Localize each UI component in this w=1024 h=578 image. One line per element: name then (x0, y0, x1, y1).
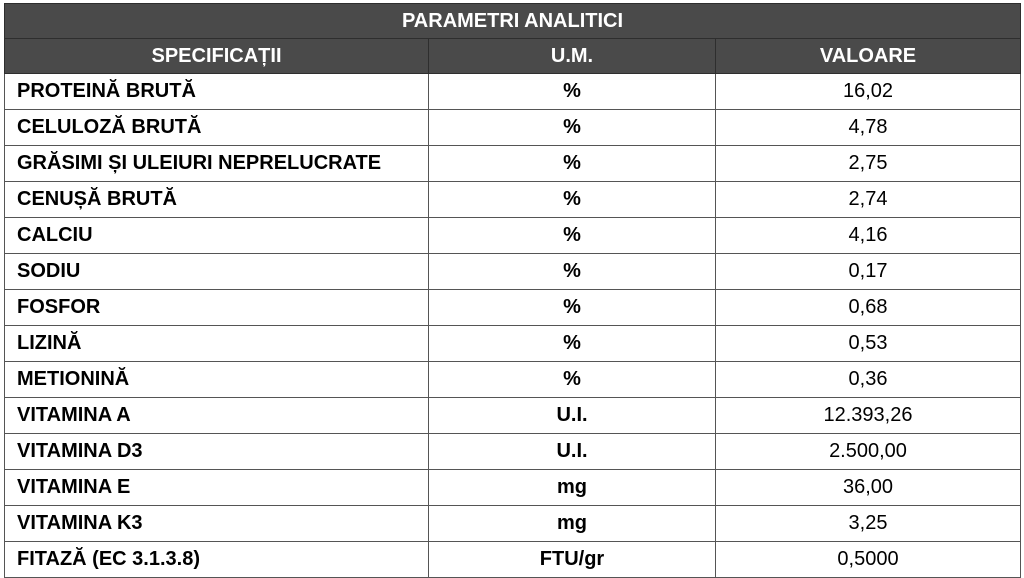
unit-cell: mg (429, 506, 716, 542)
unit-cell: % (429, 74, 716, 110)
specification-cell: FOSFOR (5, 290, 429, 326)
table-row (5, 470, 1021, 506)
specification-cell: LIZINĂ (5, 326, 429, 362)
column-header-specifications: SPECIFICAȚII (5, 39, 429, 74)
specification-cell: METIONINĂ (5, 362, 429, 398)
specification-cell: PROTEINĂ BRUTĂ (5, 74, 429, 110)
table-header-row (5, 39, 1021, 74)
unit-cell: U.I. (429, 434, 716, 470)
table-row (5, 326, 1021, 362)
value-cell: 0,17 (716, 254, 1021, 290)
table-row (5, 254, 1021, 290)
table-row (5, 542, 1021, 578)
table-row (5, 398, 1021, 434)
value-cell: 12.393,26 (716, 398, 1021, 434)
specification-cell: GRĂSIMI ȘI ULEIURI NEPRELUCRATE (5, 146, 429, 182)
specification-cell: SODIU (5, 254, 429, 290)
column-header-value: VALOARE (716, 39, 1021, 74)
analytic-parameters-table (4, 3, 1021, 578)
specification-cell: CELULOZĂ BRUTĂ (5, 110, 429, 146)
table-row (5, 290, 1021, 326)
table-row (5, 146, 1021, 182)
table-row (5, 218, 1021, 254)
unit-cell: % (429, 326, 716, 362)
specification-cell: VITAMINA A (5, 398, 429, 434)
analytic-parameters-table-wrap (4, 3, 1020, 571)
table-row (5, 434, 1021, 470)
value-cell: 3,25 (716, 506, 1021, 542)
unit-cell: mg (429, 470, 716, 506)
unit-cell: % (429, 110, 716, 146)
unit-cell: U.I. (429, 398, 716, 434)
table-row (5, 182, 1021, 218)
table-title-row (5, 4, 1021, 39)
table-row (5, 74, 1021, 110)
table-title: PARAMETRI ANALITICI (5, 4, 1021, 39)
value-cell: 2,74 (716, 182, 1021, 218)
table-row (5, 110, 1021, 146)
value-cell: 2.500,00 (716, 434, 1021, 470)
unit-cell: % (429, 362, 716, 398)
value-cell: 0,5000 (716, 542, 1021, 578)
value-cell: 2,75 (716, 146, 1021, 182)
specification-cell: CENUȘĂ BRUTĂ (5, 182, 429, 218)
table-row (5, 362, 1021, 398)
value-cell: 0,36 (716, 362, 1021, 398)
unit-cell: % (429, 182, 716, 218)
unit-cell: % (429, 290, 716, 326)
value-cell: 0,53 (716, 326, 1021, 362)
specification-cell: VITAMINA K3 (5, 506, 429, 542)
value-cell: 4,16 (716, 218, 1021, 254)
value-cell: 36,00 (716, 470, 1021, 506)
specification-cell: CALCIU (5, 218, 429, 254)
value-cell: 0,68 (716, 290, 1021, 326)
unit-cell: % (429, 254, 716, 290)
specification-cell: VITAMINA D3 (5, 434, 429, 470)
unit-cell: FTU/gr (429, 542, 716, 578)
column-header-unit: U.M. (429, 39, 716, 74)
unit-cell: % (429, 146, 716, 182)
value-cell: 16,02 (716, 74, 1021, 110)
specification-cell: FITAZĂ (EC 3.1.3.8) (5, 542, 429, 578)
table-row (5, 506, 1021, 542)
value-cell: 4,78 (716, 110, 1021, 146)
unit-cell: % (429, 218, 716, 254)
specification-cell: VITAMINA E (5, 470, 429, 506)
